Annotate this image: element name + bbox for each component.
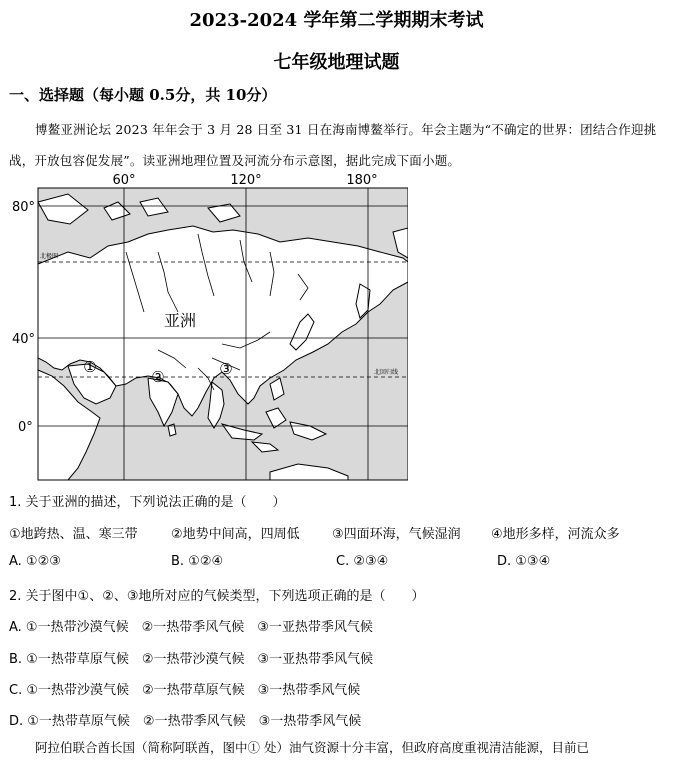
asia-label: 亚洲	[163, 311, 197, 330]
q1-statement-1: ①地跨热、温、寒三带	[9, 527, 138, 542]
lon-label-60: 60°	[112, 173, 136, 188]
lon-label-180: 180°	[346, 173, 378, 188]
q1-option-b[interactable]: B. ①②④	[171, 554, 224, 569]
q1-option-d[interactable]: D. ①③④	[497, 554, 551, 569]
asia-map-svg	[8, 172, 408, 482]
q1-statement-4: ④地形多样，河流众多	[491, 527, 620, 542]
question-2-stem: 2. 关于图中①、②、③地所对应的气候类型，下列选项正确的是（ ）	[9, 589, 425, 604]
lon-label-120: 120°	[230, 173, 262, 188]
lat-label-0: 0°	[18, 420, 33, 435]
marker-1: ①	[83, 358, 97, 376]
q2-option-c[interactable]: C. ①一热带沙漠气候 ②一热带草原气候 ③一热带季风气候	[9, 683, 361, 698]
q1-option-c[interactable]: C. ②③④	[336, 554, 389, 569]
lat-label-80: 80°	[12, 200, 36, 215]
q1-statement-2: ②地势中间高，四周低	[171, 527, 300, 542]
marker-2: ②	[151, 368, 165, 386]
section-heading: 一、选择题（每小题 0.5分，共 10分）	[9, 86, 277, 104]
marker-3: ③	[219, 360, 233, 378]
q1-option-a[interactable]: A. ①②③	[9, 554, 61, 569]
exam-title: 2023-2024 学年第二学期期末考试	[189, 10, 484, 31]
trailing-paragraph: 阿拉伯联合酋长国（简称阿联酋，图中① 处）油气资源十分丰富，但政府高度重视清洁能源，目前已	[35, 740, 589, 755]
exam-subtitle: 七年级地理试题	[273, 52, 400, 73]
asia-map	[8, 172, 408, 482]
tropic-cancer-label: 北回归线	[374, 369, 399, 376]
q2-option-a[interactable]: A. ①一热带沙漠气候 ②一热带季风气候 ③一亚热带季风气候	[9, 620, 373, 635]
arctic-circle-label: 北极圈	[40, 253, 59, 260]
question-1-stem: 1. 关于亚洲的描述，下列说法正确的是（ ）	[9, 495, 286, 510]
q1-statement-3: ③四面环海，气候湿润	[332, 527, 461, 542]
q2-option-b[interactable]: B. ①一热带草原气候 ②一热带沙漠气候 ③一亚热带季风气候	[9, 652, 374, 667]
q2-option-d[interactable]: D. ①一热带草原气候 ②一热带季风气候 ③一热带季风气候	[9, 714, 362, 729]
lat-label-40: 40°	[12, 332, 36, 347]
intro-paragraph: 博鳌亚洲论坛 2023 年年会于 3 月 28 日至 31 日在海南博鳌举行。年会主题为“不确定的世界：团结合作迎挑战，开放包容促发展”。读亚洲地理位置及河流分布示意图，据此完成下面小题。	[9, 122, 657, 168]
